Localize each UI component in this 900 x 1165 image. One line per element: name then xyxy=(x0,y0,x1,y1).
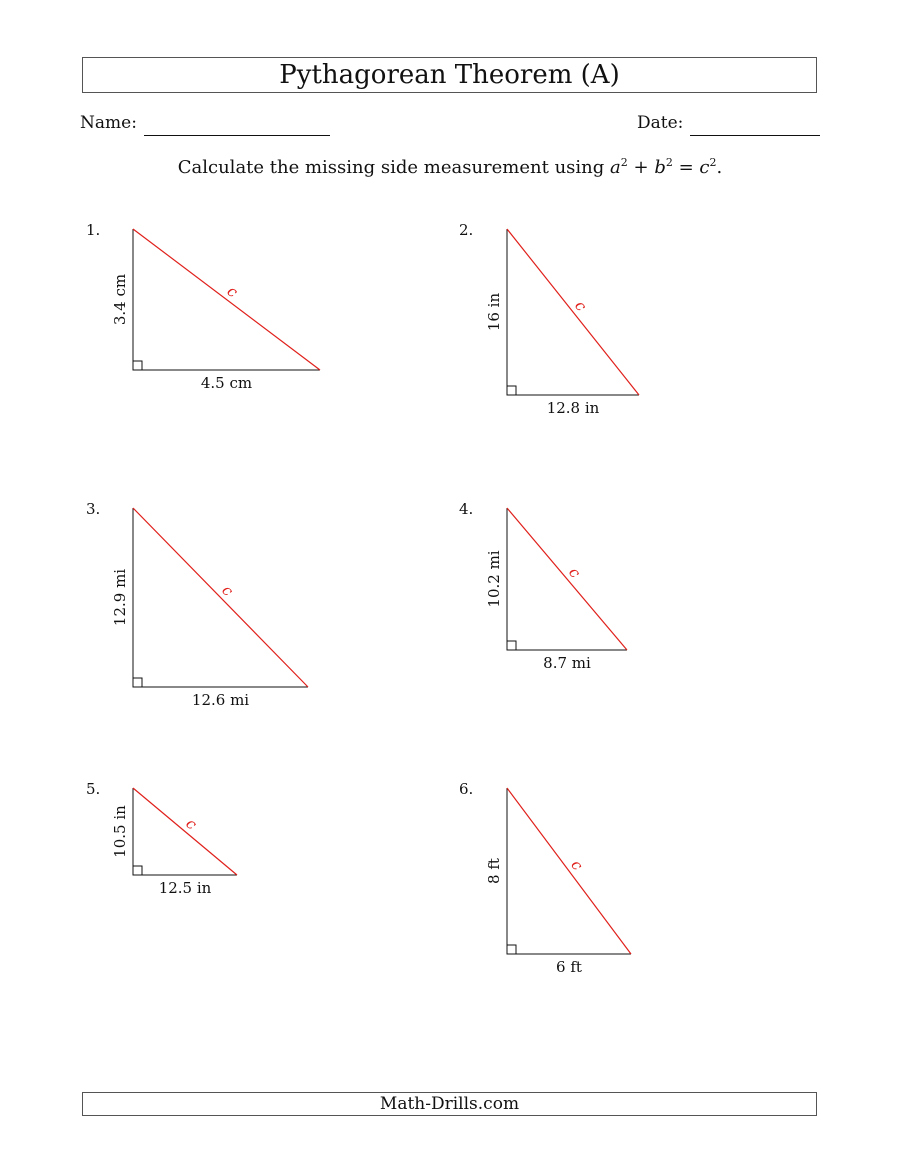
vertical-leg-label: 10.2 mi xyxy=(485,550,503,608)
formula-equals: = xyxy=(678,157,694,178)
formula-exp-c: 2 xyxy=(709,156,717,169)
horizontal-leg-label: 12.5 in xyxy=(158,879,212,897)
worksheet-title: Pythagorean Theorem (A) xyxy=(82,57,817,93)
vertical-leg-label: 10.5 in xyxy=(111,805,129,858)
hypotenuse-label: c xyxy=(565,563,585,582)
horizontal-leg-label: 12.6 mi xyxy=(191,691,250,709)
name-label: Name: xyxy=(80,113,137,133)
formula-plus: + xyxy=(633,157,649,178)
right-angle-marker xyxy=(507,386,516,395)
problem-number: 3. xyxy=(86,500,101,518)
right-angle-marker xyxy=(133,678,142,687)
vertical-leg-label: 8 ft xyxy=(485,858,503,884)
vertical-leg-label: 12.9 mi xyxy=(111,568,129,627)
right-angle-marker xyxy=(133,866,142,875)
problem-number: 4. xyxy=(459,500,474,518)
hypotenuse xyxy=(507,508,627,650)
date-label: Date: xyxy=(637,113,684,133)
hypotenuse xyxy=(133,229,320,370)
problem-number: 2. xyxy=(459,221,474,239)
vertical-leg-label: 16 in xyxy=(485,292,503,332)
hypotenuse-label: c xyxy=(218,581,238,600)
horizontal-leg-label: 8.7 mi xyxy=(543,654,591,672)
problem-number: 6. xyxy=(459,780,474,798)
hypotenuse xyxy=(133,508,308,687)
formula-b: b xyxy=(654,157,666,178)
hypotenuse-label: c xyxy=(223,281,242,302)
formula-exp-a: 2 xyxy=(620,156,628,169)
vertical-leg-label: 3.4 cm xyxy=(111,273,129,326)
footer: Math-Drills.com xyxy=(82,1092,817,1116)
instruction-text: Calculate the missing side measurement using xyxy=(177,157,605,178)
hypotenuse xyxy=(507,788,631,954)
horizontal-leg-label: 6 ft xyxy=(556,958,582,976)
formula-exp-b: 2 xyxy=(665,156,673,169)
formula-period: . xyxy=(716,157,723,178)
right-angle-marker xyxy=(133,361,142,370)
formula-c: c xyxy=(699,157,710,178)
horizontal-leg-label: 4.5 cm xyxy=(200,374,253,392)
problem-number: 1. xyxy=(86,221,101,239)
hypotenuse-label: c xyxy=(182,814,201,834)
hypotenuse-label: c xyxy=(571,296,591,315)
hypotenuse-label: c xyxy=(567,856,587,874)
hypotenuse xyxy=(507,229,639,395)
right-angle-marker xyxy=(507,945,516,954)
right-angle-marker xyxy=(507,641,516,650)
formula-a: a xyxy=(610,157,621,178)
hypotenuse xyxy=(133,788,237,875)
horizontal-leg-label: 12.8 in xyxy=(546,399,600,417)
problem-number: 5. xyxy=(86,780,101,798)
